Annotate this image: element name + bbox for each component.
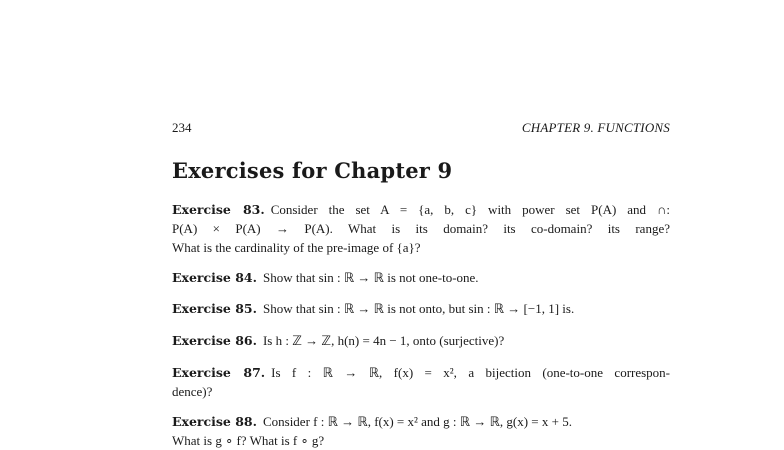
exercise-label: Exercise 84. (172, 270, 257, 285)
exercise-84 (172, 268, 670, 287)
exercise-line (172, 412, 670, 431)
exercise-label: Exercise 83. (172, 202, 265, 217)
exercise-label: Exercise 85. (172, 301, 257, 316)
exercise-line (172, 200, 670, 219)
running-head (172, 119, 670, 137)
exercise-text: Show that sin : ℝ → ℝ is not one-to-one. (262, 270, 479, 285)
exercise-text: Consider f : ℝ → ℝ, f(x) = x² and g : ℝ → ℝ, g(x) = x + 5. (262, 414, 572, 429)
exercise-line: What is g ∘ f? What is f ∘ g? (172, 433, 325, 448)
exercise-line (172, 363, 670, 382)
exercise-line: P(A) × P(A) → P(A). What is its domain? its co-domain? its range? (172, 221, 670, 236)
exercise-line: What is the cardinality of the pre-image of {a}? (172, 240, 421, 255)
exercise-label: Exercise 87. (172, 365, 266, 380)
chapter-running-title: CHAPTER 9. FUNCTIONS (521, 120, 670, 135)
exercise-label: Exercise 88. (172, 414, 257, 429)
exercise-88 (172, 412, 670, 450)
exercise-87 (172, 363, 670, 401)
exercise-text: Is f : ℝ → ℝ, f(x) = x², a bijection (one-to-one correspon- (271, 365, 670, 380)
exercise-label: Exercise 86. (172, 333, 257, 348)
exercise-83 (172, 200, 670, 257)
exercise-line: dence)? (172, 384, 213, 399)
exercise-line (172, 299, 670, 318)
exercise-line (172, 268, 670, 287)
exercise-85 (172, 299, 670, 318)
exercise-line (172, 331, 670, 350)
section-title: Exercises for Chapter 9 (172, 158, 453, 183)
exercise-text: Show that sin : ℝ → ℝ is not onto, but sin : ℝ → [−1, 1] is. (262, 301, 575, 316)
exercise-text: Is h : ℤ → ℤ, h(n) = 4n − 1, onto (surjective)? (262, 333, 505, 348)
exercise-text: Consider the set A = {a, b, c} with power set P(A) and ∩: (270, 202, 670, 217)
exercise-86 (172, 331, 670, 350)
page-number: 234 (172, 120, 192, 135)
